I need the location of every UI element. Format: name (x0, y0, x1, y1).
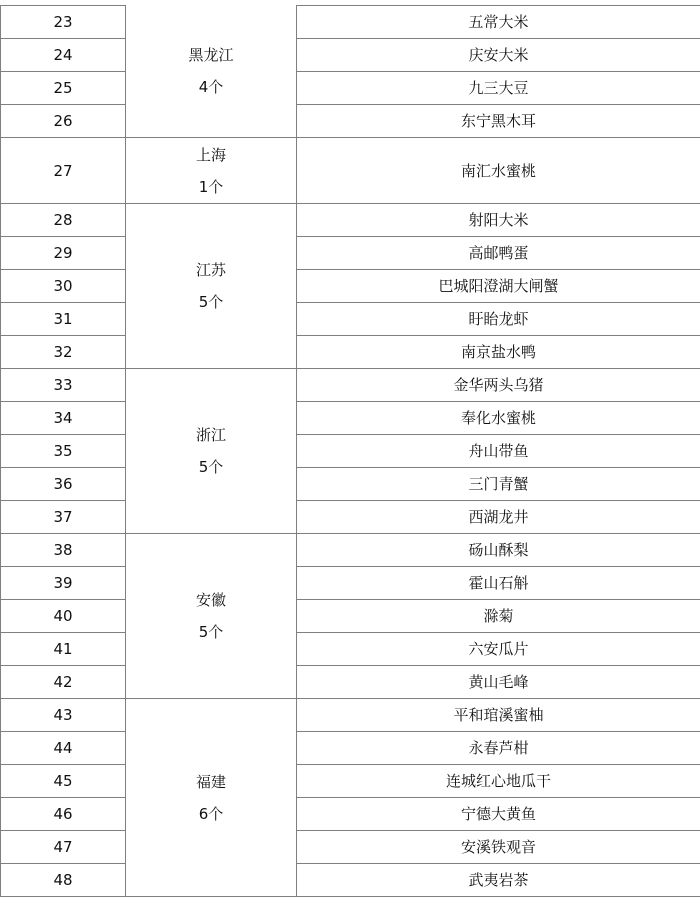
product-name: 六安瓜片 (297, 633, 700, 666)
row-number: 27 (1, 138, 126, 204)
row-number: 41 (1, 633, 126, 666)
product-name: 射阳大米 (297, 204, 700, 237)
province-cell (126, 699, 297, 897)
province-name: 浙江 (195, 426, 226, 444)
row-number: 37 (1, 501, 126, 534)
products-table-body (1, 6, 700, 897)
row-number: 44 (1, 732, 126, 765)
product-name: 平和琯溪蜜柚 (297, 699, 700, 732)
product-name: 巴城阳澄湖大闸蟹 (297, 270, 700, 303)
table-row (1, 468, 700, 501)
product-name: 安溪铁观音 (297, 831, 700, 864)
product-name: 金华两头乌猪 (297, 369, 700, 402)
table-row (1, 402, 700, 435)
row-number: 33 (1, 369, 126, 402)
table-row (1, 633, 700, 666)
province-count: 1个 (198, 177, 224, 196)
table-row (1, 864, 700, 897)
table-row (1, 72, 700, 105)
province-count: 4个 (198, 78, 224, 97)
table-row (1, 831, 700, 864)
table-row (1, 336, 700, 369)
product-name: 武夷岩茶 (297, 864, 700, 897)
product-name: 舟山带鱼 (297, 435, 700, 468)
table-row (1, 534, 700, 567)
product-name: 霍山石斛 (297, 567, 700, 600)
province-count: 5个 (198, 293, 224, 311)
province-cell (126, 534, 297, 699)
product-name: 庆安大米 (297, 39, 700, 72)
product-name: 宁德大黄鱼 (297, 798, 700, 831)
row-number: 34 (1, 402, 126, 435)
product-name: 连城红心地瓜干 (297, 765, 700, 798)
table-row (1, 369, 700, 402)
product-name: 三门青蟹 (297, 468, 700, 501)
table-row (1, 501, 700, 534)
table-row (1, 765, 700, 798)
table-row (1, 303, 700, 336)
province-count: 5个 (198, 458, 224, 476)
table-row (1, 204, 700, 237)
table-row (1, 6, 700, 39)
table-row (1, 270, 700, 303)
product-name: 高邮鸭蛋 (297, 237, 700, 270)
table-row (1, 138, 700, 204)
table-row (1, 567, 700, 600)
table-row (1, 732, 700, 765)
row-number: 43 (1, 699, 126, 732)
row-number: 40 (1, 600, 126, 633)
product-name: 西湖龙井 (297, 501, 700, 534)
province-cell (126, 138, 297, 204)
province-name: 安徽 (195, 591, 226, 609)
province-name: 福建 (195, 772, 226, 791)
row-number: 39 (1, 567, 126, 600)
product-name: 永春芦柑 (297, 732, 700, 765)
products-table (0, 5, 700, 897)
table-row (1, 600, 700, 633)
row-number: 31 (1, 303, 126, 336)
row-number: 47 (1, 831, 126, 864)
province-name: 上海 (195, 145, 226, 164)
product-name: 滁菊 (297, 600, 700, 633)
table-row (1, 105, 700, 138)
table-row (1, 666, 700, 699)
province-count: 5个 (198, 623, 224, 641)
product-name: 九三大豆 (297, 72, 700, 105)
row-number: 42 (1, 666, 126, 699)
product-name: 盱眙龙虾 (297, 303, 700, 336)
table-row (1, 798, 700, 831)
row-number: 36 (1, 468, 126, 501)
table-row (1, 237, 700, 270)
row-number: 25 (1, 72, 126, 105)
row-number: 32 (1, 336, 126, 369)
province-name: 黑龙江 (188, 46, 234, 65)
province-name: 江苏 (195, 261, 226, 279)
product-name: 南京盐水鸭 (297, 336, 700, 369)
province-count: 6个 (198, 804, 224, 823)
row-number: 28 (1, 204, 126, 237)
product-name: 五常大米 (297, 6, 700, 39)
province-cell (126, 6, 297, 138)
row-number: 46 (1, 798, 126, 831)
row-number: 35 (1, 435, 126, 468)
row-number: 48 (1, 864, 126, 897)
province-cell (126, 204, 297, 369)
row-number: 30 (1, 270, 126, 303)
product-name: 黄山毛峰 (297, 666, 700, 699)
row-number: 23 (1, 6, 126, 39)
product-name: 南汇水蜜桃 (297, 138, 700, 204)
province-cell (126, 369, 297, 534)
table-row (1, 435, 700, 468)
row-number: 38 (1, 534, 126, 567)
table-row (1, 39, 700, 72)
table-row (1, 699, 700, 732)
product-name: 砀山酥梨 (297, 534, 700, 567)
product-name: 奉化水蜜桃 (297, 402, 700, 435)
product-name: 东宁黑木耳 (297, 105, 700, 138)
row-number: 29 (1, 237, 126, 270)
row-number: 26 (1, 105, 126, 138)
row-number: 24 (1, 39, 126, 72)
row-number: 45 (1, 765, 126, 798)
